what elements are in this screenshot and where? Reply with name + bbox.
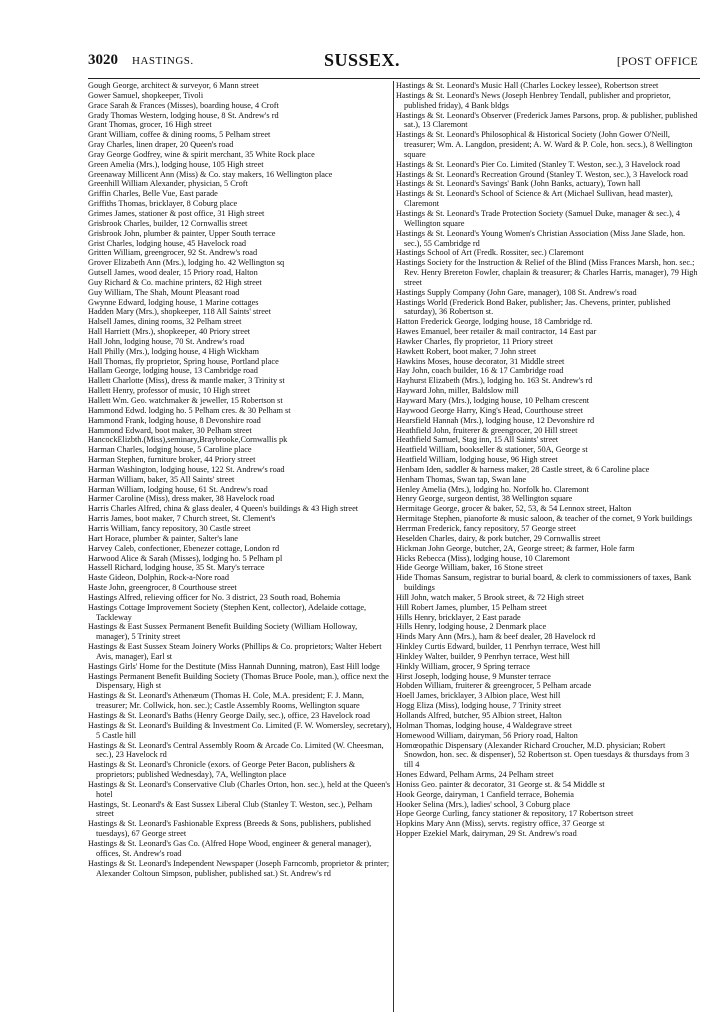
- directory-entry: Hayward John, miller, Baldslow mill: [396, 386, 519, 396]
- directory-entry: Henbam Iden, saddler & harness maker, 28 Castle street, & 6 Caroline place: [396, 464, 650, 474]
- directory-entry: Hastings & St. Leonard's Pier Co. Limited (Stanley T. Weston, sec.), 3 Havelock road: [396, 159, 681, 169]
- directory-entry: Harwood Alice & Sarah (Misses), lodging ho. 5 Pelham pl: [88, 553, 283, 563]
- directory-entry: Harris William, fancy repository, 30 Castle street: [88, 523, 251, 533]
- directory-entry: Henham Thomas, Swan tap, Swan lane: [396, 474, 527, 484]
- directory-entry: Hall Thomas, fly proprietor, Spring house, Portland place: [88, 356, 279, 366]
- directory-entry: Hastings Society for the Instruction & Relief of the Blind (Miss Frances Marsh, hon. sec.; Rev. Henry Brereton Fowler, chaplain & treasurer; & Charles Harris, manager), 79 High street: [396, 258, 698, 287]
- directory-entry: Haste Gideon, Dolphin, Rock-a-Nore road: [88, 573, 230, 583]
- directory-entry: Hawker Charles, fly proprietor, 11 Priory street: [396, 336, 553, 346]
- directory-entry: Heathfield John, fruiterer & greengrocer, 20 Hill street: [396, 425, 578, 435]
- directory-entry: Hoell James, bricklayer, 3 Albion place, West hill: [396, 691, 561, 701]
- directory-entry: Heatfield William, lodging house, 96 High street: [396, 455, 558, 465]
- directory-entry: Hirst Joseph, lodging house, 9 Munster terrace: [396, 671, 551, 681]
- header-rule: [88, 78, 700, 79]
- directory-entry: Harman William, baker, 35 All Saints' street: [88, 474, 235, 484]
- directory-entry: Hawkett Robert, boot maker, 7 John street: [396, 346, 537, 356]
- directory-entry: Hay John, coach builder, 16 & 17 Cambridge road: [396, 366, 564, 376]
- directory-entry: Hills Henry, bricklayer, 2 East parade: [396, 612, 521, 622]
- directory-entry: Heatfield William, bookseller & stationer, 50A, George st: [396, 445, 588, 455]
- header-county: SUSSEX.: [324, 50, 401, 70]
- directory-entry: Hastings & St. Leonard's School of Science & Art (Michael Sullivan, head master), Claremont: [396, 189, 673, 209]
- directory-entry: Honiss Geo. painter & decorator, 31 George st. & 54 Middle st: [396, 779, 605, 789]
- directory-entry: Hook George, dairyman, 1 Canfield terrace, Bohemia: [396, 789, 574, 799]
- directory-entry: Hinkley Walter, builder, 9 Penrhyn terrace, West hill: [396, 651, 570, 661]
- directory-entry: Hastings & St. Leonard's Baths (Henry George Daily, sec.), office, 23 Havelock road: [88, 711, 370, 720]
- directory-entry: Hinds Mary Ann (Mrs.), ham & beef dealer, 28 Havelock rd: [396, 632, 596, 642]
- directory-entry: Hall Philly (Mrs.), lodging house, 4 High Wickham: [88, 346, 259, 356]
- directory-entry: Hastings & East Sussex Steam Joinery Works (Phillips & Co. proprietors; Walter Hebert Avis, manager), Earl st: [88, 642, 382, 661]
- directory-entry: Hastings & St. Leonard's Chronicle (exors. of George Peter Bacon, publishers & proprietors; published Wednesday), 7A, Wellington place: [88, 760, 356, 780]
- directory-entry: Hastings World (Frederick Bond Baker, publisher; Jas. Chevens, printer, published saturday), 36 Robertson st.: [396, 297, 671, 317]
- directory-entry: Hastings & St. Leonard's Building & Investment Co. Limited (F. W. Womersley, secretary), 5 Castle hill: [88, 720, 392, 740]
- column-divider: [393, 81, 394, 1012]
- directory-entry: Homewood William, dairyman, 56 Priory road, Halton: [396, 730, 578, 740]
- directory-entry: Haywood George Harry, King's Head, Courthouse street: [396, 405, 583, 415]
- directory-entry: Hallett Henry, professor of music, 10 High street: [88, 386, 250, 396]
- directory-entry: Grisbrook John, plumber & painter, Upper South terrace: [88, 228, 276, 238]
- directory-entry: Hawkins Moses, house decorator, 31 Middle street: [396, 356, 565, 366]
- header-right-label: [POST OFFICE: [616, 54, 698, 68]
- directory-entry: Grace Sarah & Frances (Misses), boarding house, 4 Croft: [88, 100, 279, 110]
- directory-entry: Gough George, architect & surveyor, 6 Mann street: [88, 81, 259, 90]
- directory-entry: Hide George William, baker, 16 Stone street: [396, 563, 543, 573]
- directory-entry: Griffin Charles, Belle Vue, East parade: [88, 189, 218, 199]
- directory-entry: Halsell James, dining rooms, 32 Pelham street: [88, 317, 242, 327]
- directory-entry: Hastings & St. Leonard's Philosophical & Historical Society (John Gower O'Neill, treasurer; Wm. A. Langdon, president; A. W. Ward & P. Cole, hon. secs.), 8 Wellington square: [396, 130, 693, 159]
- directory-entry: Hastings Cottage Improvement Society (Stephen Kent, collector), Adelaide cottage, Tackleway: [88, 602, 367, 622]
- directory-entry: Hastings & St. Leonard's Independent Newspaper (Joseph Farncomb, proprietor & printer; Alexander Coltoun Simpson, publisher, published sat.) St. Andrew's rd: [88, 858, 390, 878]
- directory-entry: Homœopathic Dispensary (Alexander Richard Croucher, M.D. physician; Robert Snowdon, hon. sec. & dispenser), 52 Robertson st. Open tuesdays & thursdays from 3 till 4: [396, 740, 690, 770]
- directory-entry: Hall Harriett (Mrs.), shopkeeper, 40 Priory street: [88, 327, 251, 337]
- directory-entry: Green Amelia (Mrs.), lodging house, 105 High street: [88, 159, 264, 169]
- directory-entry: Hicks Rebecca (Miss), lodging house, 10 Claremont: [396, 553, 570, 563]
- directory-entry: Herrman Frederick, fancy repository, 57 George street: [396, 523, 576, 533]
- directory-entry: Hastings & St. Leonard's Central Assembly Room & Arcade Co. Limited (W. Cheesman, sec.), 23 Havelock rd: [88, 740, 384, 760]
- directory-entry: Hammond Edward, boot maker, 30 Pelham street: [88, 425, 252, 435]
- directory-entry: Hastings & East Sussex Permanent Benefit Building Society (William Holloway, manager), 5 Trinity street: [88, 622, 358, 642]
- directory-entry: Grant William, coffee & dining rooms, 5 Pelham street: [88, 130, 271, 140]
- directory-entry: Hassell Richard, lodging house, 35 St. Mary's terrace: [88, 563, 265, 573]
- directory-entry: Hallett Charlotte (Miss), dress & mantle maker, 3 Trinity st: [88, 376, 285, 386]
- directory-entry: Hastings, St. Leonard's & East Sussex Liberal Club (Stanley T. Weston, sec.), Pelham street: [88, 799, 373, 819]
- directory-entry: Hastings & St. Leonard's Music Hall (Charles Lockey lessee), Robertson street: [396, 81, 659, 90]
- directory-entry: Hastings & St. Leonard's Athenæum (Thomas H. Cole, M.A. president; F. J. Mann, treasurer; Mr. Collwick, hon. sec.); Castle Assembly Rooms, Wellington square: [88, 691, 364, 711]
- directory-entry: Gray George Godfrey, wine & spirit merchant, 35 White Rock place: [88, 149, 315, 159]
- directory-entry: Gutsell James, wood dealer, 15 Priory road, Halton: [88, 268, 258, 278]
- directory-entry: Gower Samuel, shopkeeper, Tivoli: [88, 90, 204, 100]
- directory-entry: Hope George Curling, fancy stationer & repository, 17 Robertson street: [396, 809, 634, 819]
- directory-entry: Hastings & St. Leonard's Trade Protection Society (Samuel Duke, manager & sec.), 4 Wellington square: [396, 208, 680, 228]
- directory-entry: Hones Edward, Pelham Arms, 24 Pelham street: [396, 770, 554, 780]
- directory-entry: Harman Stephen, furniture broker, 44 Priory street: [88, 455, 256, 465]
- directory-entry: Gritten William, greengrocer, 92 St. Andrew's road: [88, 248, 258, 258]
- directory-entry: Hills Henry, lodging house, 2 Denmark place: [396, 622, 547, 632]
- directory-entry: Hinkley Curtis Edward, builder, 11 Penrhyn terrace, West hill: [396, 642, 601, 652]
- left-column: [88, 81, 392, 878]
- directory-entry: Hastings & St. Leonard's Fashionable Express (Breeds & Sons, publishers, published tuesdays), 67 George street: [88, 819, 371, 839]
- directory-entry: Gray Charles, linen draper, 20 Queen's road: [88, 140, 234, 150]
- directory-entry: Hogg Eliza (Miss), lodging house, 7 Trinity street: [396, 701, 562, 711]
- directory-entry: Hinkly William, grocer, 9 Spring terrace: [396, 661, 530, 671]
- directory-entry: Heselden Charles, dairy, & pork butcher, 29 Cornwallis street: [396, 533, 601, 543]
- directory-entry: Gwynne Edward, lodging house, 1 Marine cottages: [88, 297, 259, 307]
- directory-entry: Hill John, watch maker, 5 Brook street, & 72 High street: [396, 592, 584, 602]
- directory-entry: Harvey Caleb, confectioner, Ebenezer cottage, London rd: [88, 543, 280, 553]
- directory-entry: Hadden Mary (Mrs.), shopkeeper, 118 All Saints' street: [88, 307, 271, 317]
- directory-entry: Hopper Ezekiel Mark, dairyman, 29 St. Andrew's road: [396, 829, 577, 839]
- header-place: HASTINGS.: [132, 55, 194, 67]
- directory-entry: Hermitage George, grocer & baker, 52, 53, & 54 Lennox street, Halton: [396, 504, 632, 514]
- directory-entry: Grady Thomas Western, lodging house, 8 St. Andrew's rd: [88, 110, 279, 120]
- directory-entry: Hastings & St. Leonard's Conservative Club (Charles Orton, hon. sec.), held at the Queen's hotel: [88, 779, 391, 799]
- directory-entry: Hickman John George, butcher, 2A, George street; & farmer, Hole farm: [396, 543, 635, 553]
- directory-entry: Hastings Permanent Benefit Building Society (Thomas Bruce Poole, man.), office next the Dispensary, High st: [88, 671, 389, 691]
- directory-entry: Harman William, lodging house, 61 St. Andrew's road: [88, 484, 268, 494]
- directory-entry: Hall John, lodging house, 70 St. Andrew's road: [88, 336, 245, 346]
- directory-entry: Grimes James, stationer & post office, 31 High street: [88, 208, 265, 218]
- directory-entry: Hawes Emanuel, beer retailer & mail contractor, 14 East par: [396, 327, 597, 337]
- directory-entry: Hart Horace, plumber & painter, Salter's lane: [88, 533, 238, 543]
- page-number: 3020: [88, 52, 118, 68]
- directory-entry: Hammond Edwd. lodging ho. 5 Pelham cres. & 30 Pelham st: [88, 405, 291, 415]
- directory-entry: Guy William, The Shah, Mount Pleasant road: [88, 287, 240, 297]
- directory-entry: Hastings & St. Leonard's Young Women's Christian Association (Miss Jane Slade, hon. sec.), 55 Cambridge rd: [396, 228, 686, 248]
- directory-entry: Hide Thomas Sansum, registrar to burial board, & clerk to commissioners of taxes, Bank buildings: [396, 573, 692, 593]
- directory-entry: Hallett Wm. Geo. watchmaker & jeweller, 15 Robertson st: [88, 396, 283, 405]
- directory-entry: Hastings & St. Leonard's News (Joseph Henbrey Tendall, publisher and proprietor, published friday), 4 Bank bldgs: [396, 90, 671, 110]
- directory-entry: Harris James, boot maker, 7 Church street, St. Clement's: [88, 514, 276, 524]
- directory-entry: Haste John, greengrocer, 8 Courthouse street: [88, 583, 237, 593]
- right-column: [396, 81, 700, 839]
- directory-entry: Hastings & St. Leonard's Observer (Frederick James Parsons, prop. & publisher, published sat.), 13 Claremont: [396, 110, 698, 130]
- directory-entry: Grist Charles, lodging house, 45 Havelock road: [88, 238, 247, 248]
- directory-entry: Hammond Frank, lodging house, 8 Devonshire road: [88, 415, 261, 425]
- directory-entry: Henry George, surgeon dentist, 38 Wellington square: [396, 494, 573, 504]
- directory-entry: Hastings & St. Leonard's Recreation Ground (Stanley T. Weston, sec.), 3 Havelock road: [396, 169, 688, 179]
- directory-entry: Hearsfield Hannah (Mrs.), lodging house, 12 Devonshire rd: [396, 415, 595, 425]
- directory-entry: Hayward Mary (Mrs.), lodging house, 10 Pelham crescent: [396, 396, 590, 405]
- directory-entry: Hastings & St. Leonard's Gas Co. (Alfred Hope Wood, engineer & general manager), offices, St. Andrew's road: [88, 838, 372, 858]
- directory-entry: Henley Amelia (Mrs.), lodging ho. Norfolk ho. Claremont: [396, 484, 589, 494]
- directory-entry: Heathfield Samuel, Stag inn, 15 All Saints' street: [396, 435, 559, 445]
- directory-entry: Harman Charles, lodging house, 5 Caroline place: [88, 445, 252, 455]
- directory-entry: Hallam George, lodging house, 13 Cambridge road: [88, 366, 258, 376]
- directory-entry: Holman Thomas, lodging house, 4 Waldegrave street: [396, 720, 572, 730]
- directory-entry: Guy Richard & Co. machine printers, 82 High street: [88, 277, 262, 287]
- directory-entry: Greenaway Millicent Ann (Miss) & Co. stay makers, 16 Wellington place: [88, 169, 333, 179]
- directory-entry: Hastings Supply Company (John Gare, manager), 108 St. Andrew's road: [396, 287, 637, 297]
- directory-entry: Grover Elizabeth Ann (Mrs.), lodging ho. 42 Wellington sq: [88, 258, 285, 268]
- directory-entry: Hastings Girls' Home for the Destitute (Miss Hannah Dunning, matron), East Hill lodge: [88, 661, 380, 671]
- directory-entry: Hopkins Mary Ann (Miss), servts. registry office, 37 George st: [396, 819, 605, 829]
- directory-entry: Hollands Alfred, butcher, 95 Albion street, Halton: [396, 711, 562, 720]
- directory-entry: Hatton Frederick George, lodging house, 18 Cambridge rd.: [396, 317, 593, 327]
- directory-entry: Greenhill William Alexander, physician, 5 Croft: [88, 179, 248, 189]
- directory-entry: Grant Thomas, grocer, 16 High street: [88, 120, 212, 130]
- directory-entry: Hill Robert James, plumber, 15 Pelham street: [396, 602, 547, 612]
- directory-entry: Hermitage Stephen, pianoforte & music saloon, & teacher of the cornet, 9 York buildings: [396, 514, 693, 524]
- directory-entry: Harris Charles Alfred, china & glass dealer, 4 Queen's buildings & 43 High street: [88, 504, 359, 514]
- directory-entry: Hastings Alfred, relieving officer for No. 3 district, 23 South road, Bohemia: [88, 592, 341, 602]
- page-header: [88, 50, 700, 72]
- directory-entry: Hayhurst Elizabeth (Mrs.), lodging ho. 163 St. Andrew's rd: [396, 376, 593, 386]
- directory-entry: HancockElizbth.(Miss),seminary,Braybrooke,Cornwallis pk: [88, 435, 288, 445]
- directory-entry: Harmer Caroline (Miss), dress maker, 38 Havelock road: [88, 494, 275, 504]
- directory-entry: Grisbrook Charles, builder, 12 Cornwallis street: [88, 218, 248, 228]
- directory-entry: Hastings & St. Leonard's Savings' Bank (John Banks, actuary), Town hall: [396, 179, 641, 189]
- directory-entry: Griffiths Thomas, bricklayer, 8 Coburg place: [88, 199, 238, 209]
- directory-entry: Hastings School of Art (Fredk. Rossiter, sec.) Claremont: [396, 248, 584, 258]
- directory-entry: Hobden William, fruiterer & greengrocer, 5 Pelham arcade: [396, 681, 592, 691]
- directory-entry: Hooker Selina (Mrs.), ladies' school, 3 Coburg place: [396, 799, 571, 809]
- directory-entry: Harman Washington, lodging house, 122 St. Andrew's road: [88, 464, 285, 474]
